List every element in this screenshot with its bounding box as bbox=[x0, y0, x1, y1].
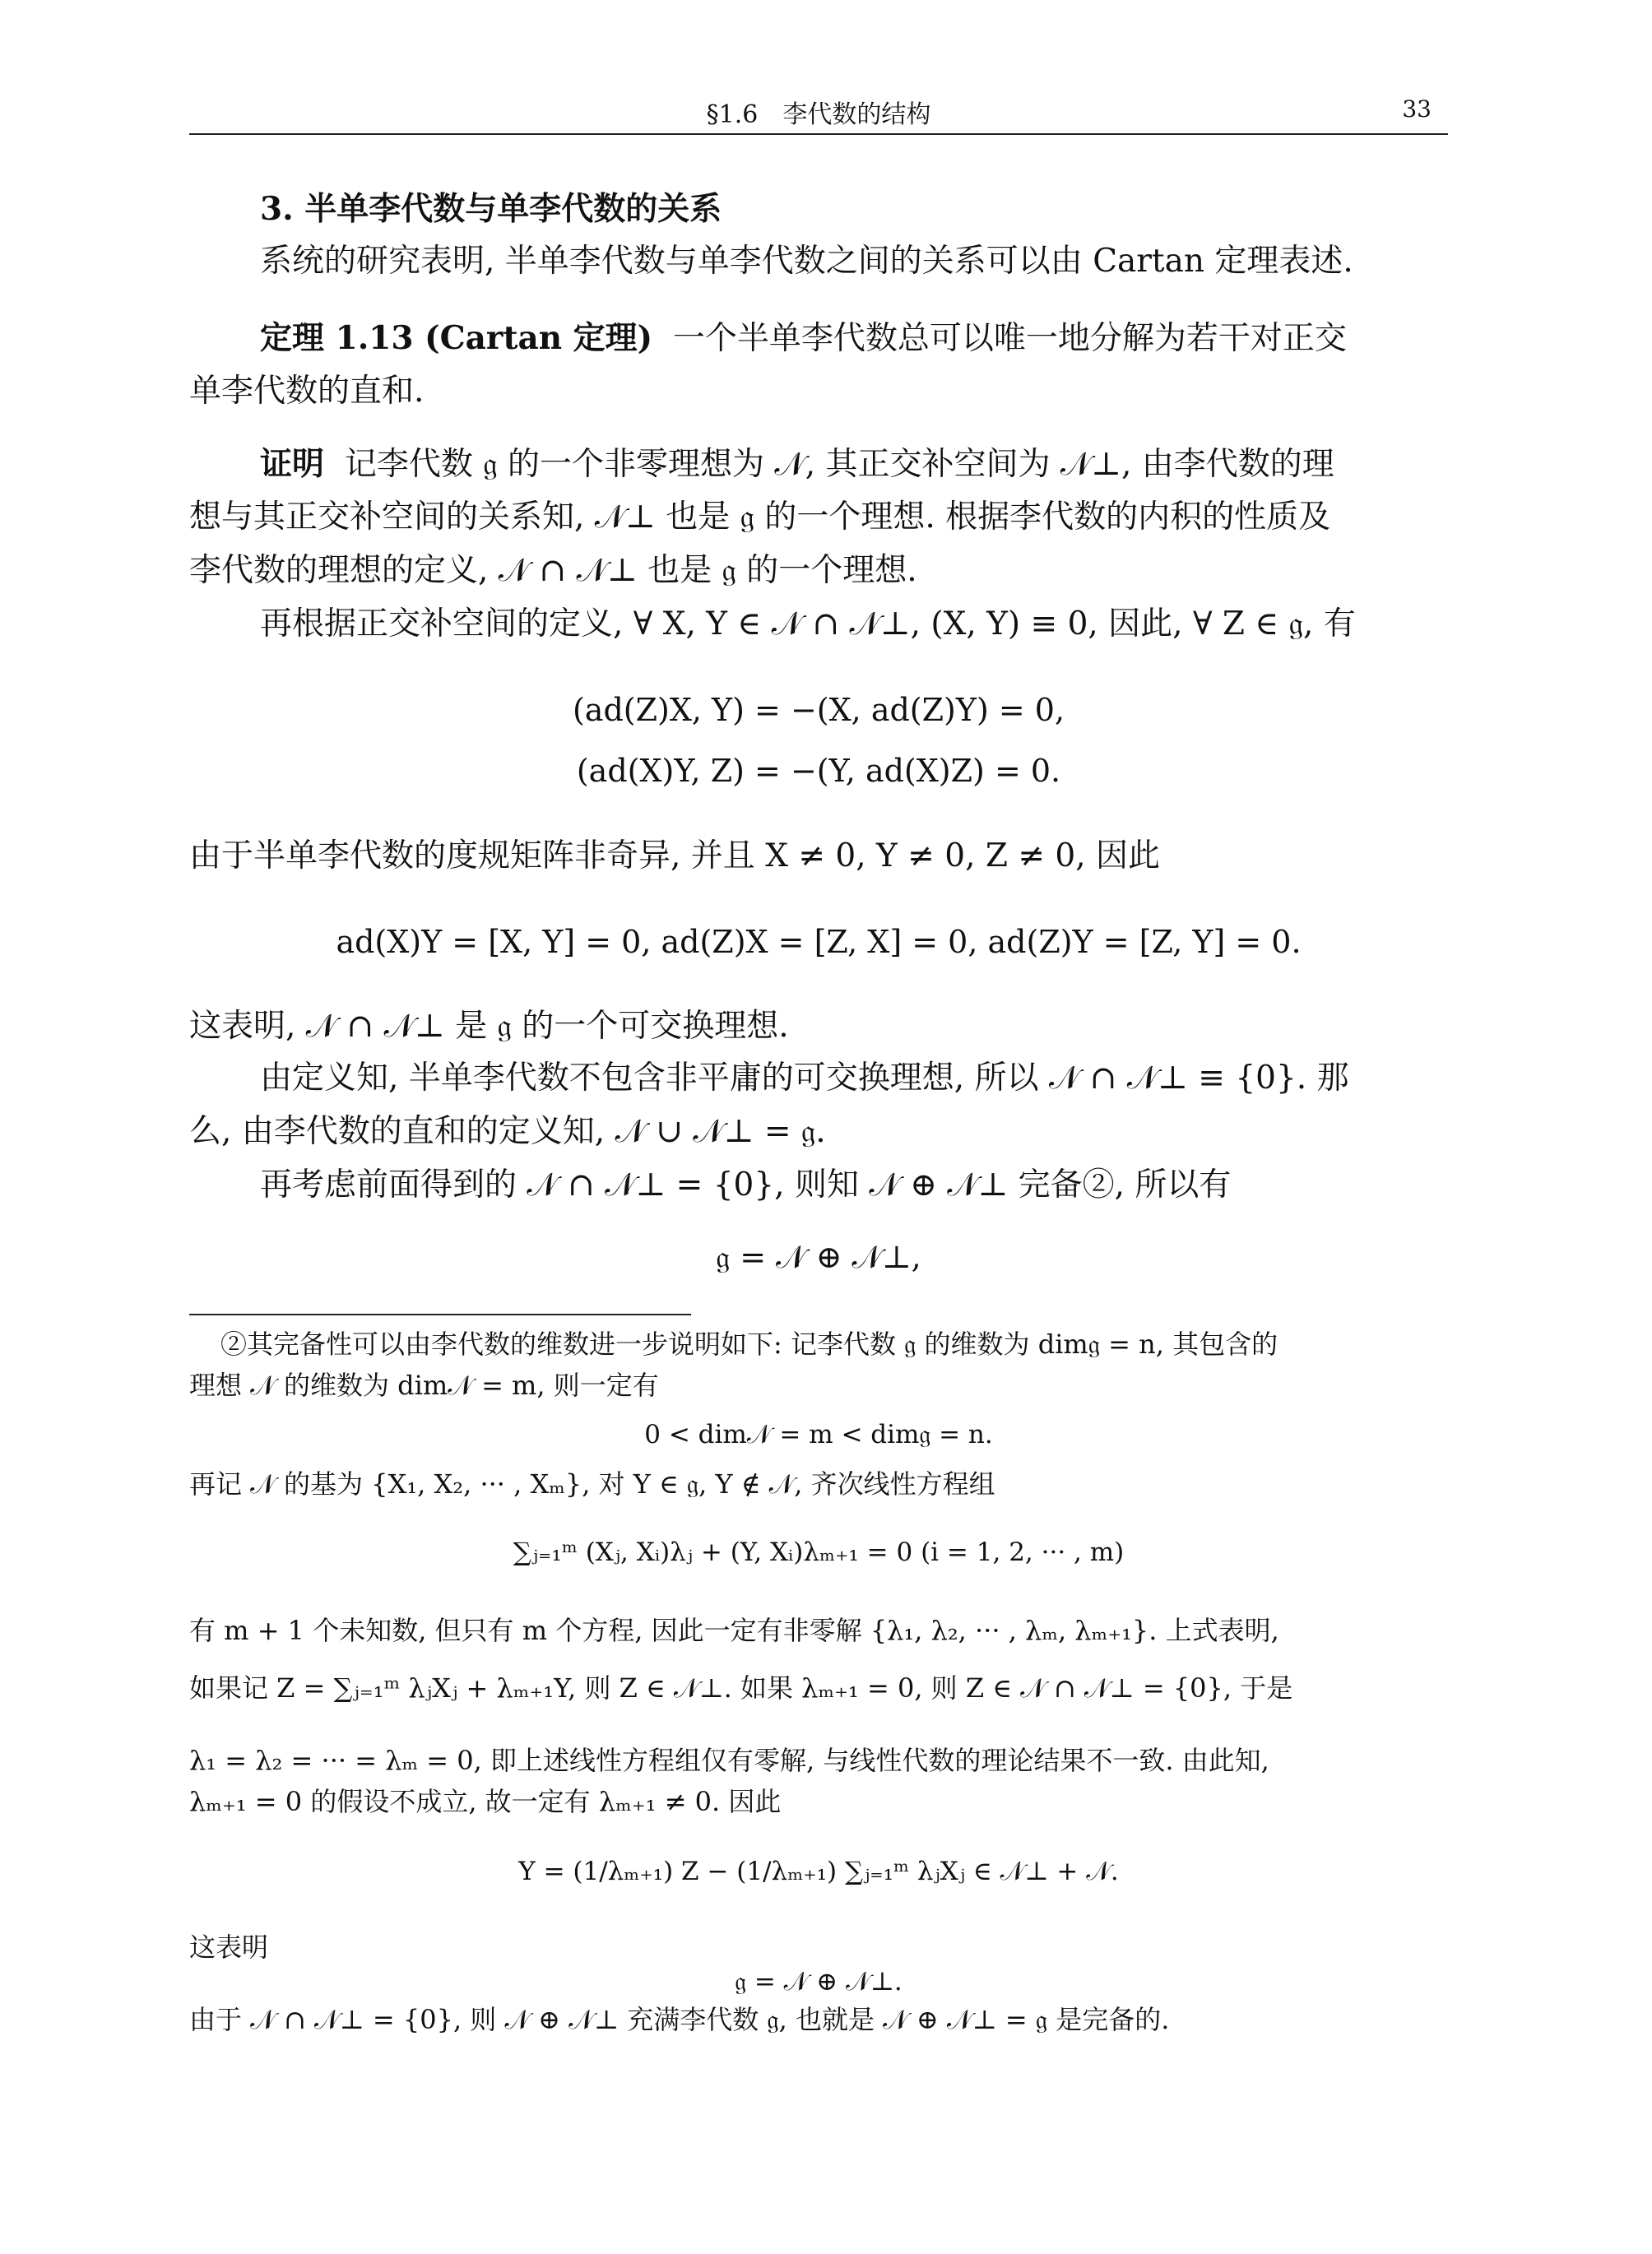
theorem-line-1 bbox=[260, 317, 1347, 360]
footnote-line-8: 这表明 bbox=[189, 1932, 269, 1963]
proof-line-3: 李代数的理想的定义, 𝒩 ∩ 𝒩⊥ 也是 𝔤 的一个理想. bbox=[189, 552, 917, 589]
proof-label: 证明 bbox=[260, 445, 325, 483]
footnote-line-5: 如果记 Z = ∑ⱼ₌₁ᵐ λⱼXⱼ + λₘ₊₁Y, 则 Z ∈ 𝒩⊥. 如果 λₘ₊₁ = 0, 则 Z ∈ 𝒩 ∩ 𝒩⊥ = {0}, 于是 bbox=[189, 1672, 1293, 1704]
theorem-text: 一个半单李代数总可以唯一地分解为若干对正交 bbox=[672, 320, 1347, 357]
page-number: 33 bbox=[1402, 95, 1432, 123]
footnote-equation-2: ∑ⱼ₌₁ᵐ (Xⱼ, Xᵢ)λⱼ + (Y, Xᵢ)λₘ₊₁ = 0 (i = 1, 2, ··· , m) bbox=[513, 1537, 1125, 1567]
footnote-equation-1: 0 < dim𝒩 = m < dim𝔤 = n. bbox=[644, 1420, 993, 1449]
theorem-line-2: 单李代数的直和. bbox=[189, 373, 425, 410]
equation-3: 𝔤 = 𝒩 ⊕ 𝒩⊥, bbox=[716, 1239, 921, 1275]
footnote-line-4: 有 m + 1 个未知数, 但只有 m 个方程, 因此一定有非零解 {λ₁, λ₂, ··· , λₘ, λₘ₊₁}. 上式表明, bbox=[189, 1615, 1279, 1646]
footnote-line-9: 由于 𝒩 ∩ 𝒩⊥ = {0}, 则 𝒩 ⊕ 𝒩⊥ 充满李代数 𝔤, 也就是 𝒩 ⊕ 𝒩⊥ = 𝔤 是完备的. bbox=[189, 2004, 1170, 2035]
proof-line-7: 由定义知, 半单李代数不包含非平庸的可交换理想, 所以 𝒩 ∩ 𝒩⊥ ≡ {0}. 那 bbox=[260, 1060, 1349, 1097]
footnote-line-2: 理想 𝒩 的维数为 dim𝒩 = m, 则一定有 bbox=[189, 1370, 659, 1401]
equation-1b: (ad(X)Y, Z) = −(Y, ad(X)Z) = 0. bbox=[576, 753, 1061, 789]
section-heading: 3. 半单李代数与单李代数的关系 bbox=[260, 190, 722, 228]
proof-line-6: 这表明, 𝒩 ∩ 𝒩⊥ 是 𝔤 的一个可交换理想. bbox=[189, 1008, 789, 1045]
footnote-rule bbox=[189, 1314, 691, 1315]
equation-1a: (ad(Z)X, Y) = −(X, ad(Z)Y) = 0, bbox=[572, 692, 1065, 728]
proof-line-2: 想与其正交补空间的关系知, 𝒩⊥ 也是 𝔤 的一个理想. 根据李代数的内积的性质及 bbox=[189, 499, 1331, 536]
proof-line-8: 么, 由李代数的直和的定义知, 𝒩 ∪ 𝒩⊥ = 𝔤. bbox=[189, 1113, 826, 1150]
equation-2: ad(X)Y = [X, Y] = 0, ad(Z)X = [Z, X] = 0, ad(Z)Y = [Z, Y] = 0. bbox=[336, 924, 1302, 960]
proof-text: 记李代数 𝔤 的一个非零理想为 𝒩, 其正交补空间为 𝒩⊥, 由李代数的理 bbox=[344, 446, 1334, 483]
running-header-title: §1.6 李代数的结构 bbox=[706, 100, 931, 129]
footnote-equation-4: 𝔤 = 𝒩 ⊕ 𝒩⊥. bbox=[735, 1967, 903, 1997]
proof-line-4: 再根据正交补空间的定义, ∀ X, Y ∈ 𝒩 ∩ 𝒩⊥, (X, Y) ≡ 0, 因此, ∀ Z ∈ 𝔤, 有 bbox=[260, 605, 1356, 642]
section-intro: 系统的研究表明, 半单李代数与单李代数之间的关系可以由 Cartan 定理表述. bbox=[260, 243, 1353, 280]
footnote-line-1: ②其完备性可以由李代数的维数进一步说明如下: 记李代数 𝔤 的维数为 dim𝔤 = n, 其包含的 bbox=[220, 1329, 1278, 1360]
running-header bbox=[189, 90, 1448, 133]
proof-line-5: 由于半单李代数的度规矩阵非奇异, 并且 X ≠ 0, Y ≠ 0, Z ≠ 0, 因此 bbox=[189, 837, 1161, 874]
footnote-line-7: λₘ₊₁ = 0 的假设不成立, 故一定有 λₘ₊₁ ≠ 0. 因此 bbox=[189, 1786, 782, 1817]
footnote-equation-3: Y = (1/λₘ₊₁) Z − (1/λₘ₊₁) ∑ⱼ₌₁ᵐ λⱼXⱼ ∈ 𝒩⊥ + 𝒩. bbox=[518, 1857, 1119, 1886]
proof-line-9: 再考虑前面得到的 𝒩 ∩ 𝒩⊥ = {0}, 则知 𝒩 ⊕ 𝒩⊥ 完备②, 所以有 bbox=[260, 1166, 1232, 1204]
header-rule bbox=[189, 133, 1448, 135]
theorem-label: 定理 1.13 (Cartan 定理) bbox=[260, 319, 653, 357]
footnote-line-6: λ₁ = λ₂ = ··· = λₘ = 0, 即上述线性方程组仅有零解, 与线性代数的理论结果不一致. 由此知, bbox=[189, 1745, 1269, 1776]
footnote-line-3: 再记 𝒩 的基为 {X₁, X₂, ··· , Xₘ}, 对 Y ∈ 𝔤, Y ∉ 𝒩, 齐次线性方程组 bbox=[189, 1468, 995, 1500]
proof-line-1 bbox=[260, 443, 1334, 486]
